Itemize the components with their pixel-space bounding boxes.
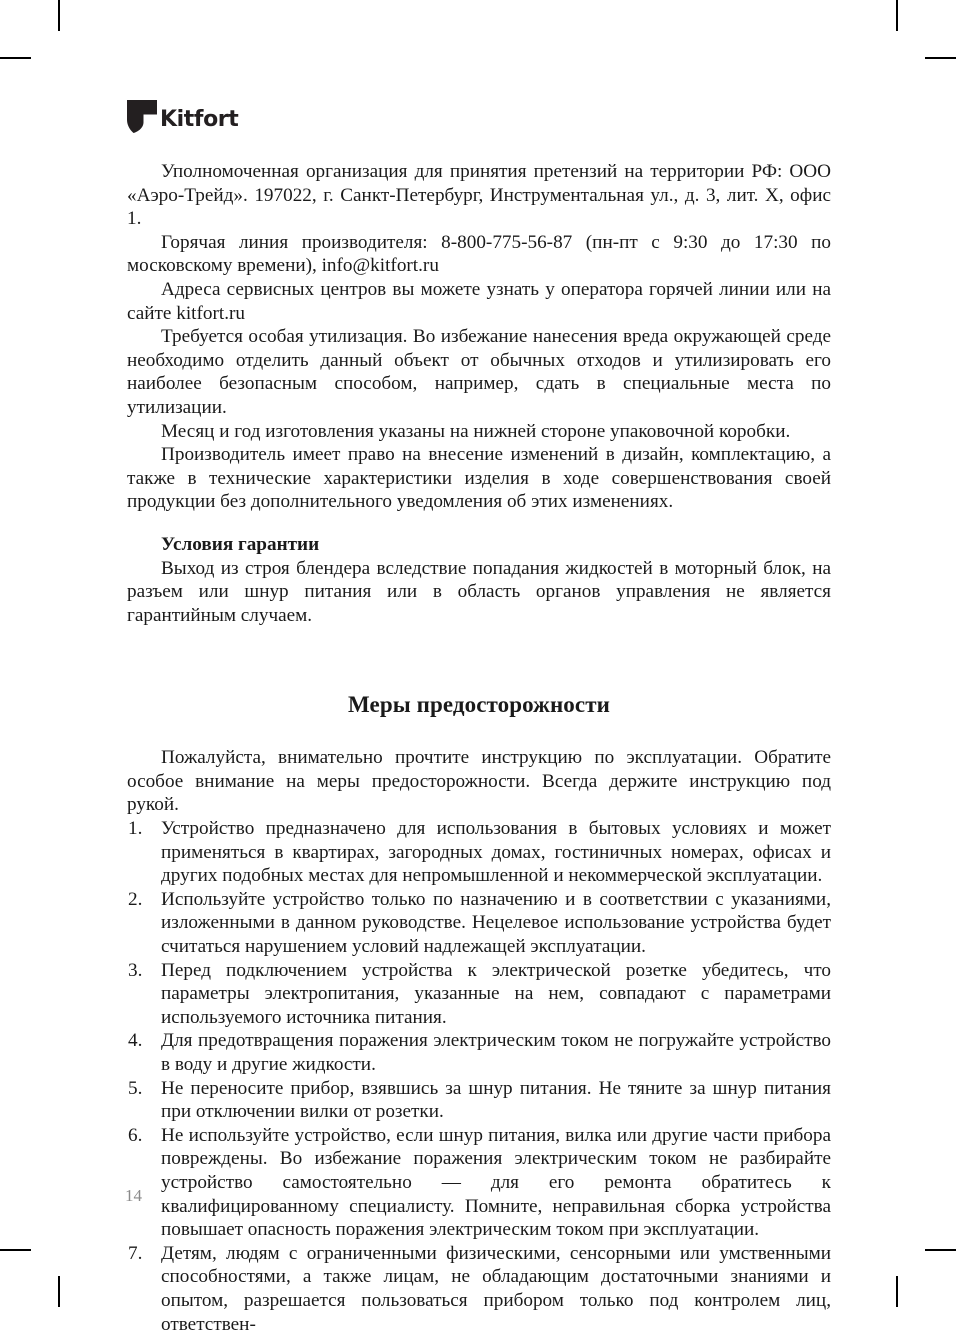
paragraph-service-centers: Адреса сервисных центров вы можете узнать у оператора горячей линии или на сайте kitfort.ru xyxy=(127,278,831,324)
list-item xyxy=(127,1077,831,1124)
list-item-text: Для предотвращения поражения электрическим током не погружайте устройство в воду и другие жидкости. xyxy=(161,1030,831,1075)
list-item-text: Устройство предназначено для использования в бытовых условиях и может применяться в квартирах, загородных домах, гостиничных номерах, офисах и других подобных местах для непромышленной и некоммерческой эксплуатации. xyxy=(161,818,831,887)
warranty-heading: Условия гарантии xyxy=(161,533,320,555)
precautions-list xyxy=(127,817,831,1336)
paragraph-hotline: Горячая линия производителя: 8-800-775-56-87 (пн-пт с 9:30 до 17:30 по московскому времени), info@kitfort.ru xyxy=(127,231,831,277)
kitfort-shield-icon xyxy=(127,100,157,133)
crop-mark-bottom-right-horizontal xyxy=(925,1249,956,1251)
list-item xyxy=(127,1124,831,1242)
list-item xyxy=(127,1242,831,1336)
brand-logo xyxy=(127,100,831,156)
crop-mark-bottom-left-horizontal xyxy=(0,1249,31,1251)
brand-name: Kitfort xyxy=(160,107,239,132)
crop-mark-bottom-left-vertical xyxy=(58,1276,60,1307)
list-item xyxy=(127,888,831,959)
list-item-text: Не используйте устройство, если шнур питания, вилка или другие части прибора повреждены. Во избежание поражения электрическим током не разбирайте устройство самостоятельно — для его ремонта обратитесь к квалифицированному специалисту. Помните, неправильная сборка устройства повышает опасность поражения электрическим током при эксплуатации. xyxy=(161,1124,831,1241)
crop-mark-top-right-horizontal xyxy=(925,57,956,59)
list-item xyxy=(127,817,831,888)
list-item-text: Перед подключением устройства к электрической розетке убедитесь, что параметры электропитания, указанные на нем, совпадают с параметрами используемого источника питания. xyxy=(161,959,831,1028)
list-item-number: 2. xyxy=(128,888,143,910)
paragraph-disposal: Требуется особая утилизация. Во избежание нанесения вреда окружающей среде необходимо отделить данный объект от обычных отходов и утилизировать его наиболее безопасным способом, например, сдать в специальные места по утилизации. xyxy=(127,326,831,418)
list-item xyxy=(127,959,831,1030)
paragraph-precautions-intro: Пожалуйста, внимательно прочтите инструкцию по эксплуатации. Обратите особое внимание на меры предосторожности. Всегда держите инструкцию под рукой. xyxy=(127,747,831,816)
list-item-text: Не переносите прибор, взявшись за шнур питания. Не тяните за шнур питания при отключении вилки от розетки. xyxy=(161,1077,831,1123)
list-item-number: 4. xyxy=(128,1030,143,1052)
section-title-precautions: Меры предосторожности xyxy=(348,692,610,718)
page-content xyxy=(127,100,831,1336)
page-number: 14 xyxy=(125,1186,142,1205)
paragraph-authorized-organization: Уполномоченная организация для принятия претензий на территории РФ: ООО «Аэро-Трейд». 197022, г. Санкт-Петербург, Инструментальная ул., д. 3, лит. Х, офис 1. xyxy=(127,161,831,230)
list-item-number: 6. xyxy=(128,1124,143,1146)
list-item-number: 7. xyxy=(128,1242,143,1264)
list-item-number: 3. xyxy=(128,959,143,981)
list-item-text: Используйте устройство только по назначению и в соответствии с указаниями, изложенными в данном руководстве. Нецелевое использование устройства будет считаться нарушением условий надлежащей эксплуатации. xyxy=(161,888,831,958)
crop-mark-top-left-horizontal xyxy=(0,57,31,59)
list-item xyxy=(127,1029,831,1076)
list-item-number: 1. xyxy=(128,818,143,840)
paragraph-manufacturer-rights: Производитель имеет право на внесение изменений в дизайн, комплектацию, а также в технические характеристики изделия в ходе совершенствования своей продукции без дополнительного уведомления об этих изменениях. xyxy=(127,444,831,513)
crop-mark-bottom-right-vertical xyxy=(896,1276,898,1307)
list-item-number: 5. xyxy=(128,1077,143,1099)
paragraph-manufacture-date: Месяц и год изготовления указаны на нижней стороне упаковочной коробки. xyxy=(161,420,791,442)
crop-mark-top-left-vertical xyxy=(58,0,60,31)
paragraph-warranty-terms: Выход из строя блендера вследствие попадания жидкостей в моторный блок, на разъем или шнур питания или в область органов управления не является гарантийным случаем. xyxy=(127,557,831,626)
list-item-text: Детям, людям с ограниченными физическими, сенсорными или умственными способностями, а также лицам, не обладающим достаточными знаниями и опытом, разрешается пользоваться прибором только под контролем лиц, ответствен- xyxy=(161,1242,831,1335)
crop-mark-top-right-vertical xyxy=(896,0,898,31)
